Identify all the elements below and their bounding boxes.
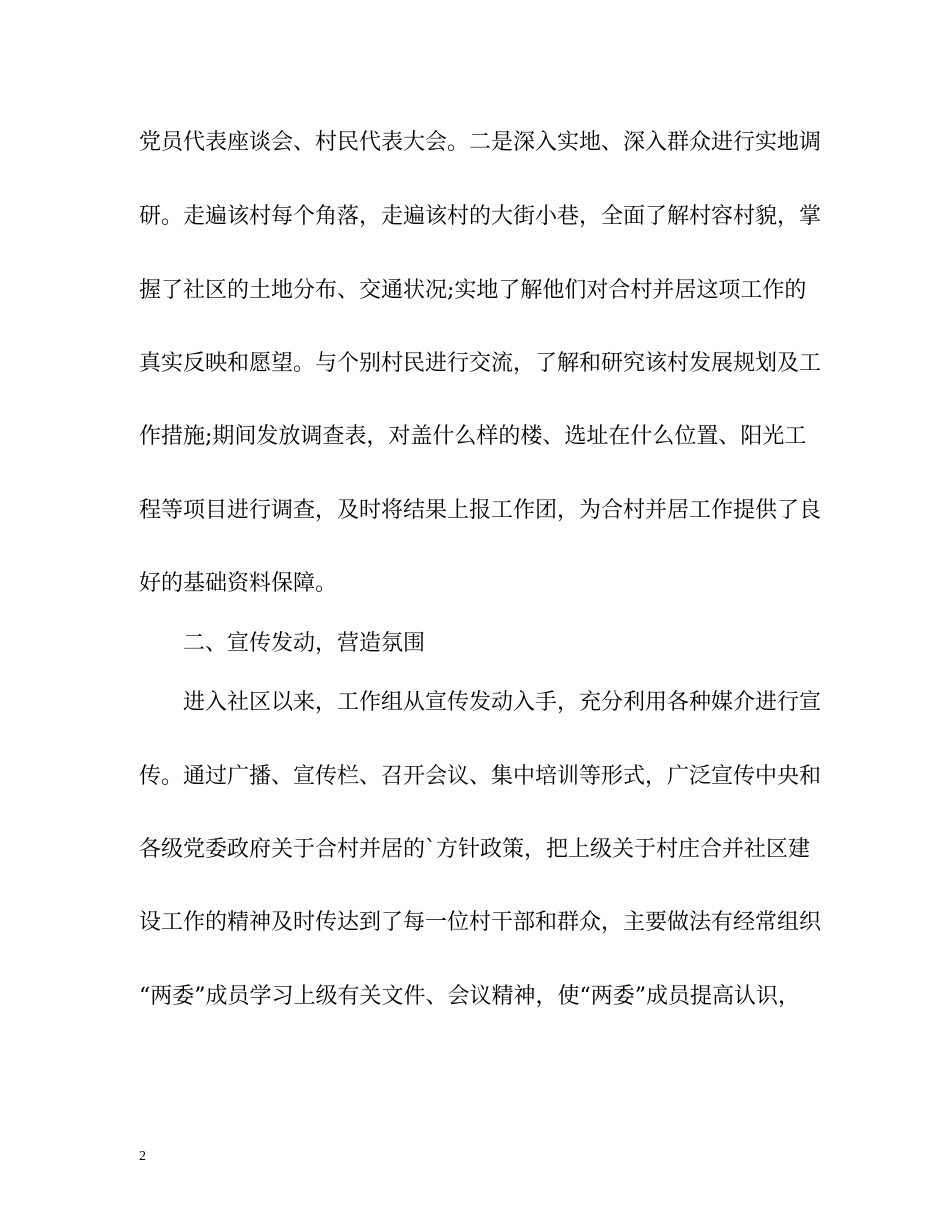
body-text-line: 程等项目进行调查，及时将结果上报工作团，为合村并居工作提供了良 — [139, 498, 822, 523]
body-text-line: 进入社区以来，工作组从宣传发动入手，充分利用各种媒介进行宣 — [183, 690, 822, 715]
body-text-line: 设工作的精神及时传达到了每一位村干部和群众，主要做法有经常组织 — [139, 910, 822, 935]
body-text-line: 握了社区的土地分布、交通状况;实地了解他们对合村并居这项工作的 — [139, 278, 807, 303]
body-text-line: 传。通过广播、宣传栏、召开会议、集中培训等形式，广泛宣传中央和 — [139, 764, 822, 789]
body-text-line: 各级党委政府关于合村并居的`方针政策，把上级关于村庄合并社区建 — [139, 837, 811, 862]
body-text-line: 真实反映和愿望。与个别村民进行交流，了解和研究该村发展规划及工 — [139, 351, 822, 376]
body-text-line: “两委”成员学习上级有关文件、会议精神，使“两委”成员提高认识， — [139, 984, 800, 1009]
body-text-line: 好的基础资料保障。 — [139, 571, 338, 596]
section-heading: 二、宣传发动，营造氛围 — [183, 631, 426, 656]
body-text-line: 党员代表座谈会、村民代表大会。二是深入实地、深入群众进行实地调 — [139, 130, 822, 155]
body-text-line: 研。走遍该村每个角落，走遍该村的大街小巷，全面了解村容村貌，掌 — [139, 204, 822, 229]
page-number: 2 — [139, 1149, 146, 1164]
body-text-line: 作措施;期间发放调查表，对盖什么样的楼、选址在什么位置、阳光工 — [139, 424, 807, 449]
